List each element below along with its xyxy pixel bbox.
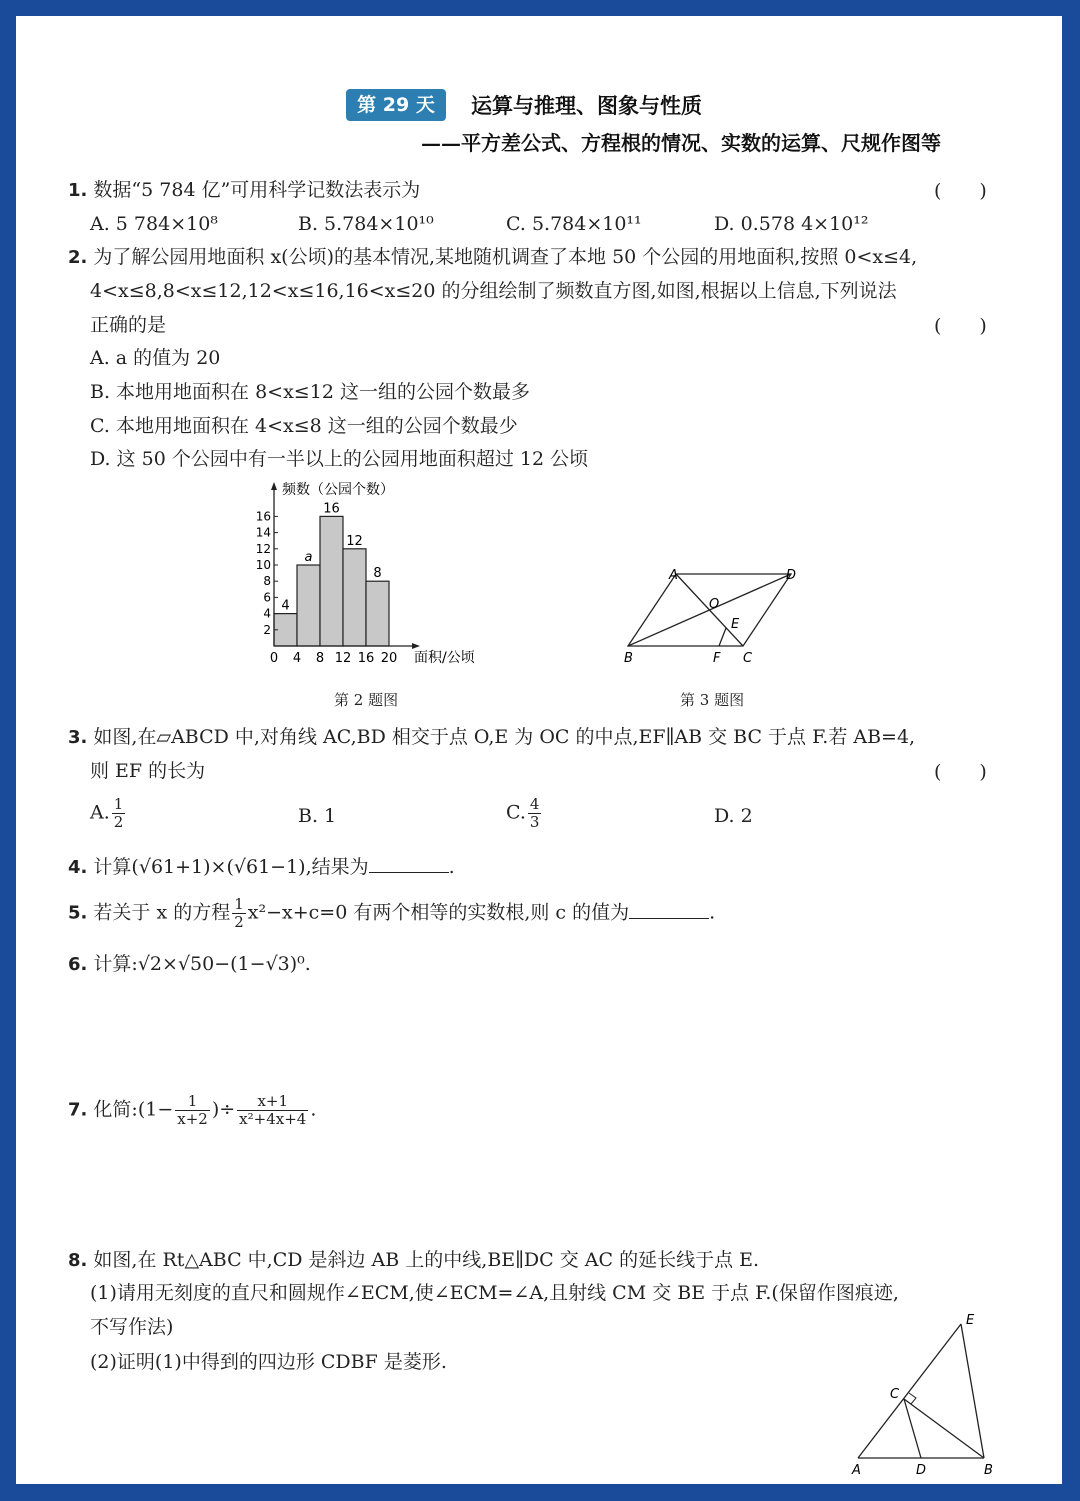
label-c: C xyxy=(743,651,753,666)
question-5-number: 5. xyxy=(68,902,88,924)
fraction-one-half: $\frac{1}{2}$ xyxy=(234,895,244,931)
label-e: E xyxy=(966,1313,975,1328)
x-axis-label: 面积/公顷 xyxy=(414,650,475,666)
bar-data-label: 8 xyxy=(373,566,382,582)
page-title: 运算与推理、图象与性质 xyxy=(471,93,702,118)
line-cb xyxy=(904,1399,984,1458)
question-4-text: 计算(√61+1)×(√61−1),结果为 xyxy=(93,856,369,878)
bar-data-label: 12 xyxy=(346,533,363,549)
x-tick-label: 12 xyxy=(334,651,352,666)
question-8-line-3: 不写作法) xyxy=(90,1316,174,1338)
label-d: D xyxy=(786,568,797,583)
y-tick-label: 12 xyxy=(255,541,271,556)
day-badge: 第 29 天 xyxy=(346,89,446,121)
question-2-line-1 xyxy=(68,243,917,272)
histogram-bar xyxy=(366,581,389,646)
q3-option-d: D. 2 xyxy=(714,805,753,827)
y-tick-label: 4 xyxy=(263,606,271,621)
question-4-number: 4. xyxy=(68,857,88,878)
label-c: C xyxy=(890,1387,900,1402)
bar-data-label: 16 xyxy=(323,501,340,517)
question-2-text-1: 为了解公园用地面积 x(公顷)的基本情况,某地随机调查了本地 50 个公园的用地面积,按照 0<x≤4, xyxy=(93,246,918,268)
histogram-bar xyxy=(297,565,320,646)
histogram-bar xyxy=(343,549,366,646)
q2-option-b: B. 本地用地面积在 8<x≤12 这一组的公园个数最多 xyxy=(90,381,530,403)
question-4: 4. 计算(√61+1)×(√61−1),结果为 . xyxy=(68,856,455,878)
question-2-line-3: 正确的是 xyxy=(90,314,167,336)
question-8-number: 8. xyxy=(68,1250,88,1271)
x-axis-arrow xyxy=(412,643,420,649)
question-6 xyxy=(68,950,311,979)
label-a: A xyxy=(852,1463,861,1476)
label-d: D xyxy=(916,1463,927,1476)
question-7-number: 7. xyxy=(68,1099,88,1121)
fraction-four-thirds: $\frac{4}{3}$ xyxy=(529,795,540,831)
fraction-one-half: $\frac{1}{2}$ xyxy=(113,795,124,831)
y-tick-label: 14 xyxy=(255,525,271,540)
answer-blank[interactable] xyxy=(369,854,449,873)
fraction-x-plus-1-over-quadratic: $\frac{x+1}{\text{x²+4x+4}}$ xyxy=(239,1092,307,1128)
question-1-answer-paren: ( ) xyxy=(934,180,987,202)
y-tick-label: 8 xyxy=(263,574,271,589)
parallelogram-figure xyxy=(616,564,816,674)
question-8-line-4: (2)证明(1)中得到的四边形 CDBF 是菱形. xyxy=(90,1351,447,1373)
label-e: E xyxy=(731,617,740,632)
fraction-1-over-x-plus-2: $\frac{1}{x+2}$ xyxy=(177,1092,208,1128)
question-8-line-1 xyxy=(68,1246,759,1275)
q3-option-b: B. 1 xyxy=(298,805,337,827)
worksheet-page xyxy=(16,16,1062,1484)
question-7: 7. 化简:(1− $\frac{1}{x+2}$ )÷ $\frac{x+1}{\text{x²+4x+4}}$ . xyxy=(68,1092,317,1128)
q2-option-a: A. a 的值为 20 xyxy=(90,347,221,369)
question-5: 5. 若关于 x 的方程 $\frac{1}{2}$ x²−x+c=0 有两个相等的实数根,则 c 的值为 . xyxy=(68,895,716,931)
page-subtitle: ——平方差公式、方程根的情况、实数的运算、尺规作图等 xyxy=(421,131,941,155)
question-8-text-1: 如图,在 Rt△ABC 中,CD 是斜边 AB 上的中线,BE∥DC 交 AC 的延长线于点 E. xyxy=(93,1249,760,1271)
label-b: B xyxy=(984,1463,993,1476)
x-tick-label: 8 xyxy=(315,651,325,666)
y-tick-label: 16 xyxy=(255,509,271,524)
x-tick-label: 4 xyxy=(292,651,302,666)
y-axis-label: 频数（公园个数） xyxy=(282,482,394,498)
y-tick-label: 10 xyxy=(255,558,271,572)
q2-option-d: D. 这 50 个公园中有一半以上的公园用地面积超过 12 公顷 xyxy=(90,448,589,470)
question-1-text: 数据“5 784 亿”可用科学记数法表示为 xyxy=(93,179,421,201)
line-ae xyxy=(858,1324,961,1458)
bar-data-label: 4 xyxy=(281,598,290,614)
answer-blank[interactable] xyxy=(629,900,709,919)
q2-option-c: C. 本地用地面积在 4<x≤8 这一组的公园个数最少 xyxy=(90,415,518,437)
label-f: F xyxy=(713,651,721,666)
question-2-number: 2. xyxy=(68,247,88,268)
label-o: O xyxy=(709,597,720,612)
question-2-answer-paren: ( ) xyxy=(934,315,987,337)
x-tick-label: 0 xyxy=(269,651,279,666)
histogram-bar xyxy=(320,516,343,646)
segment-ef xyxy=(719,628,726,646)
question-6-text: 计算:√2×√50−(1−√3)⁰. xyxy=(93,953,311,975)
x-tick-label: 20 xyxy=(380,651,398,666)
q3-option-c: C. $\frac{4}{3}$ xyxy=(506,795,540,831)
question-8-line-2: (1)请用无刻度的直尺和圆规作∠ECM,使∠ECM=∠A,且射线 CM 交 BE 于点 F.(保留作图痕迹, xyxy=(90,1282,899,1304)
y-axis-arrow xyxy=(271,482,277,490)
question-3-line-2: 则 EF 的长为 xyxy=(90,760,206,782)
q3-option-a: A. $\frac{1}{2}$ xyxy=(90,795,124,831)
label-a: A xyxy=(669,568,678,583)
figure-3-caption: 第 3 题图 xyxy=(680,691,745,709)
question-3-answer-paren: ( ) xyxy=(934,761,987,783)
q1-option-a: A. 5 784×10⁸ xyxy=(90,213,218,235)
q1-option-b: B. 5.784×10¹⁰ xyxy=(298,213,434,235)
question-3-number: 3. xyxy=(68,727,88,748)
right-triangle-figure xyxy=(844,1306,1014,1476)
line-be xyxy=(961,1324,984,1458)
line-cd xyxy=(904,1399,921,1458)
bar-data-label: a xyxy=(304,550,313,565)
q1-option-d: D. 0.578 4×10¹² xyxy=(714,213,869,235)
label-b: B xyxy=(624,651,633,666)
question-3-line-1 xyxy=(68,723,915,752)
y-tick-label: 2 xyxy=(263,622,271,637)
figure-2-caption: 第 2 题图 xyxy=(334,691,399,709)
question-6-number: 6. xyxy=(68,954,88,975)
question-1-stem xyxy=(68,176,420,205)
x-tick-label: 16 xyxy=(357,651,375,666)
q1-option-c: C. 5.784×10¹¹ xyxy=(506,213,642,235)
question-2-line-2: 4<x≤8,8<x≤12,12<x≤16,16<x≤20 的分组绘制了频数直方图,如图,根据以上信息,下列说法 xyxy=(90,280,897,302)
y-tick-label: 6 xyxy=(263,590,271,605)
question-3-text-1: 如图,在▱ABCD 中,对角线 AC,BD 相交于点 O,E 为 OC 的中点,EF∥AB 交 BC 于点 F.若 AB=4, xyxy=(93,726,916,748)
question-1-number: 1. xyxy=(68,180,88,201)
right-angle-mark xyxy=(909,1393,916,1404)
histogram-figure xyxy=(246,476,506,671)
